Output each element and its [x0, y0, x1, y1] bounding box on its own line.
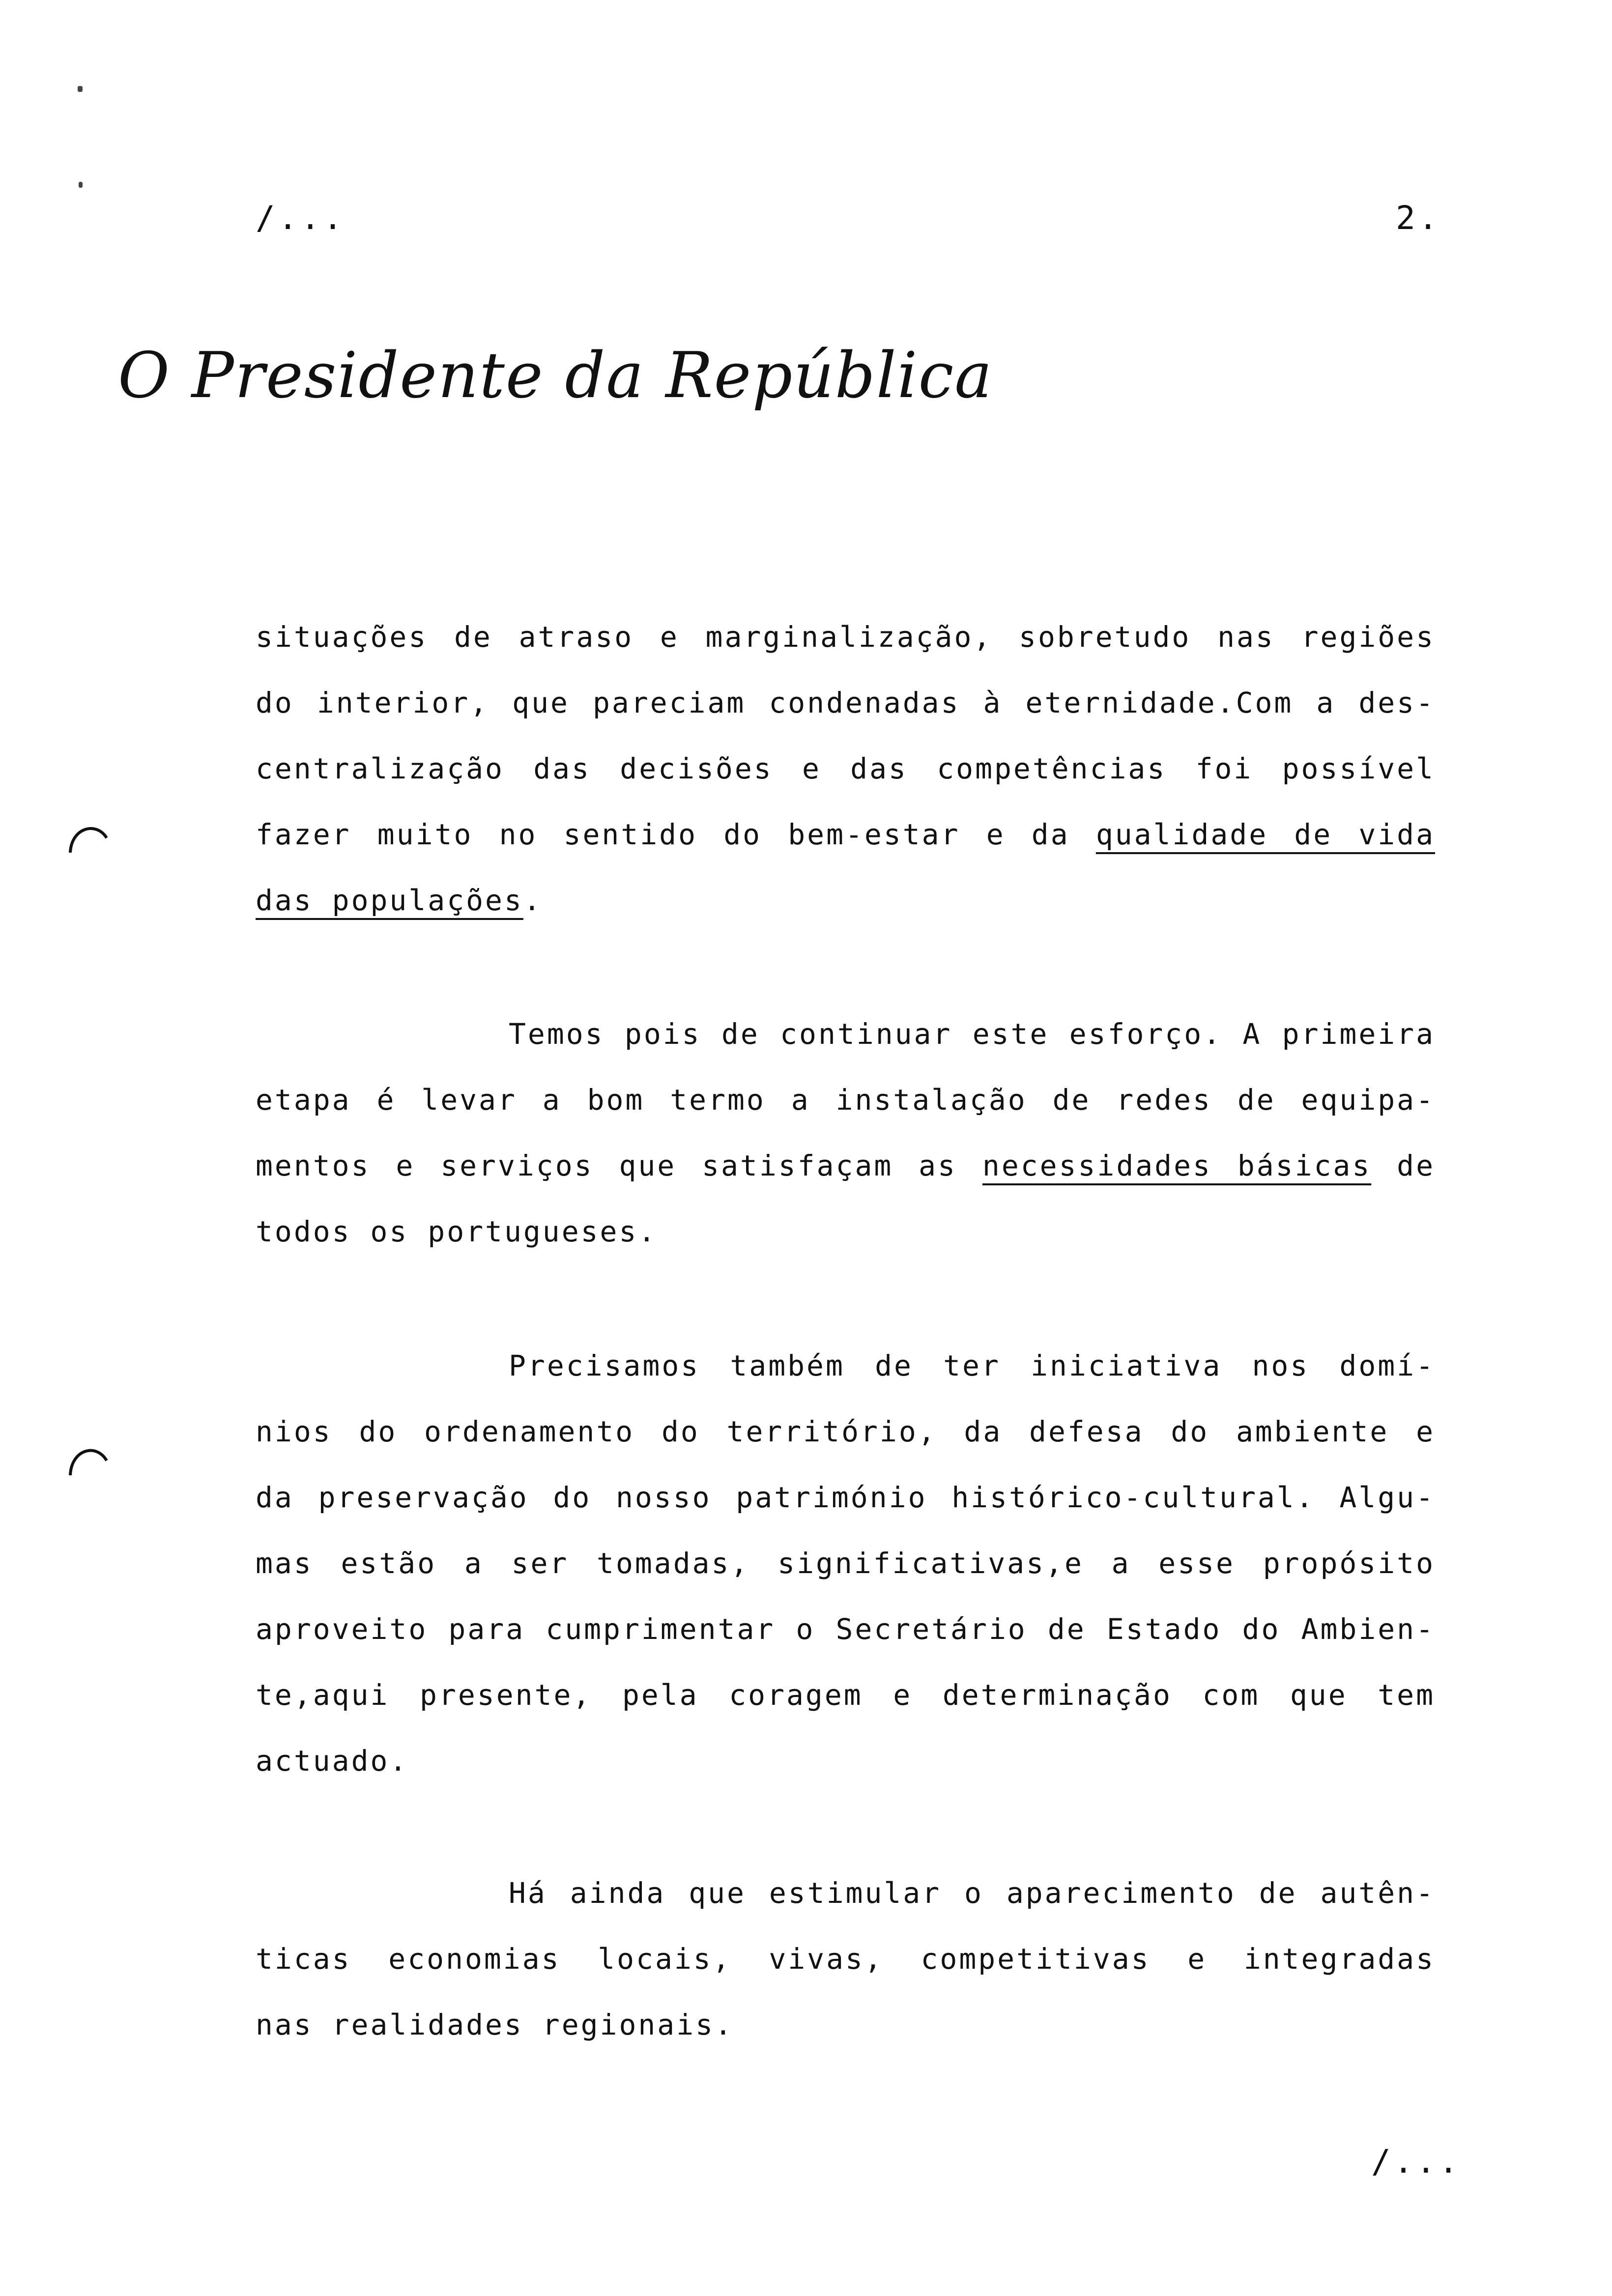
text-line: do interior, que pareciam condenadas à eternidade.Com a des- — [256, 686, 1435, 719]
text-span: . — [523, 884, 543, 917]
text-line: todos os portugueses. — [256, 1215, 658, 1248]
text-line: centralização das decisões e das competências foi possível — [256, 752, 1435, 785]
punch-hole-mark-top — [66, 818, 111, 858]
text-line: Precisamos também de ter iniciativa nos domí- — [509, 1349, 1435, 1382]
scan-speck — [79, 182, 83, 188]
text-span: de — [1397, 1149, 1435, 1182]
text-line — [256, 884, 1435, 949]
paragraph-3 — [256, 1349, 1435, 1810]
text-line: nas realidades regionais. — [256, 2008, 734, 2041]
text-line: actuado. — [256, 1744, 409, 1778]
text-line: mas estão a ser tomadas, significativas,e a esse propósito — [256, 1547, 1435, 1580]
text-line: da preservação do nosso património histórico-cultural. Algu- — [256, 1481, 1435, 1514]
text-line: Há ainda que estimular o aparecimento de autên- — [509, 1876, 1435, 1910]
text-line: etapa é levar a bom termo a instalação de redes de equipa- — [256, 1083, 1435, 1117]
scan-speck — [78, 86, 83, 92]
text-line: Temos pois de continuar este esforço. A primeira — [509, 1017, 1435, 1051]
text-line: ticas economias locais, vivas, competitivas e integradas — [256, 1942, 1435, 1976]
underlined-phrase: necessidades básicas — [982, 1149, 1372, 1182]
text-span: fazer muito no sentido do bem-estar e da — [256, 818, 1070, 851]
text-span: mentos e serviços que satisfaçam as — [256, 1149, 957, 1182]
text-line — [256, 818, 1435, 884]
text-line: te,aqui presente, pela coragem e determinação com que tem — [256, 1678, 1435, 1712]
text-line: aproveito para cumprimentar o Secretário de Estado do Ambien- — [256, 1612, 1435, 1646]
page-number: 2. — [1396, 199, 1441, 237]
footer-continuation-marker: /... — [1371, 2143, 1461, 2181]
text-line: situações de atraso e marginalização, sobretudo nas regiões — [256, 620, 1435, 654]
underlined-phrase: das populações — [256, 884, 523, 917]
paragraph-4 — [256, 1876, 1435, 2074]
paragraph-1 — [256, 620, 1435, 949]
paragraph-2 — [256, 1017, 1435, 1281]
text-line — [256, 1149, 1435, 1215]
punch-hole-mark-bottom — [66, 1440, 111, 1479]
header-continuation-marker: /... — [256, 199, 345, 237]
letterhead-title: O Presidente da República — [118, 339, 993, 412]
text-line: nios do ordenamento do território, da defesa do ambiente e — [256, 1415, 1435, 1448]
underlined-phrase: qualidade de vida — [1095, 818, 1436, 851]
